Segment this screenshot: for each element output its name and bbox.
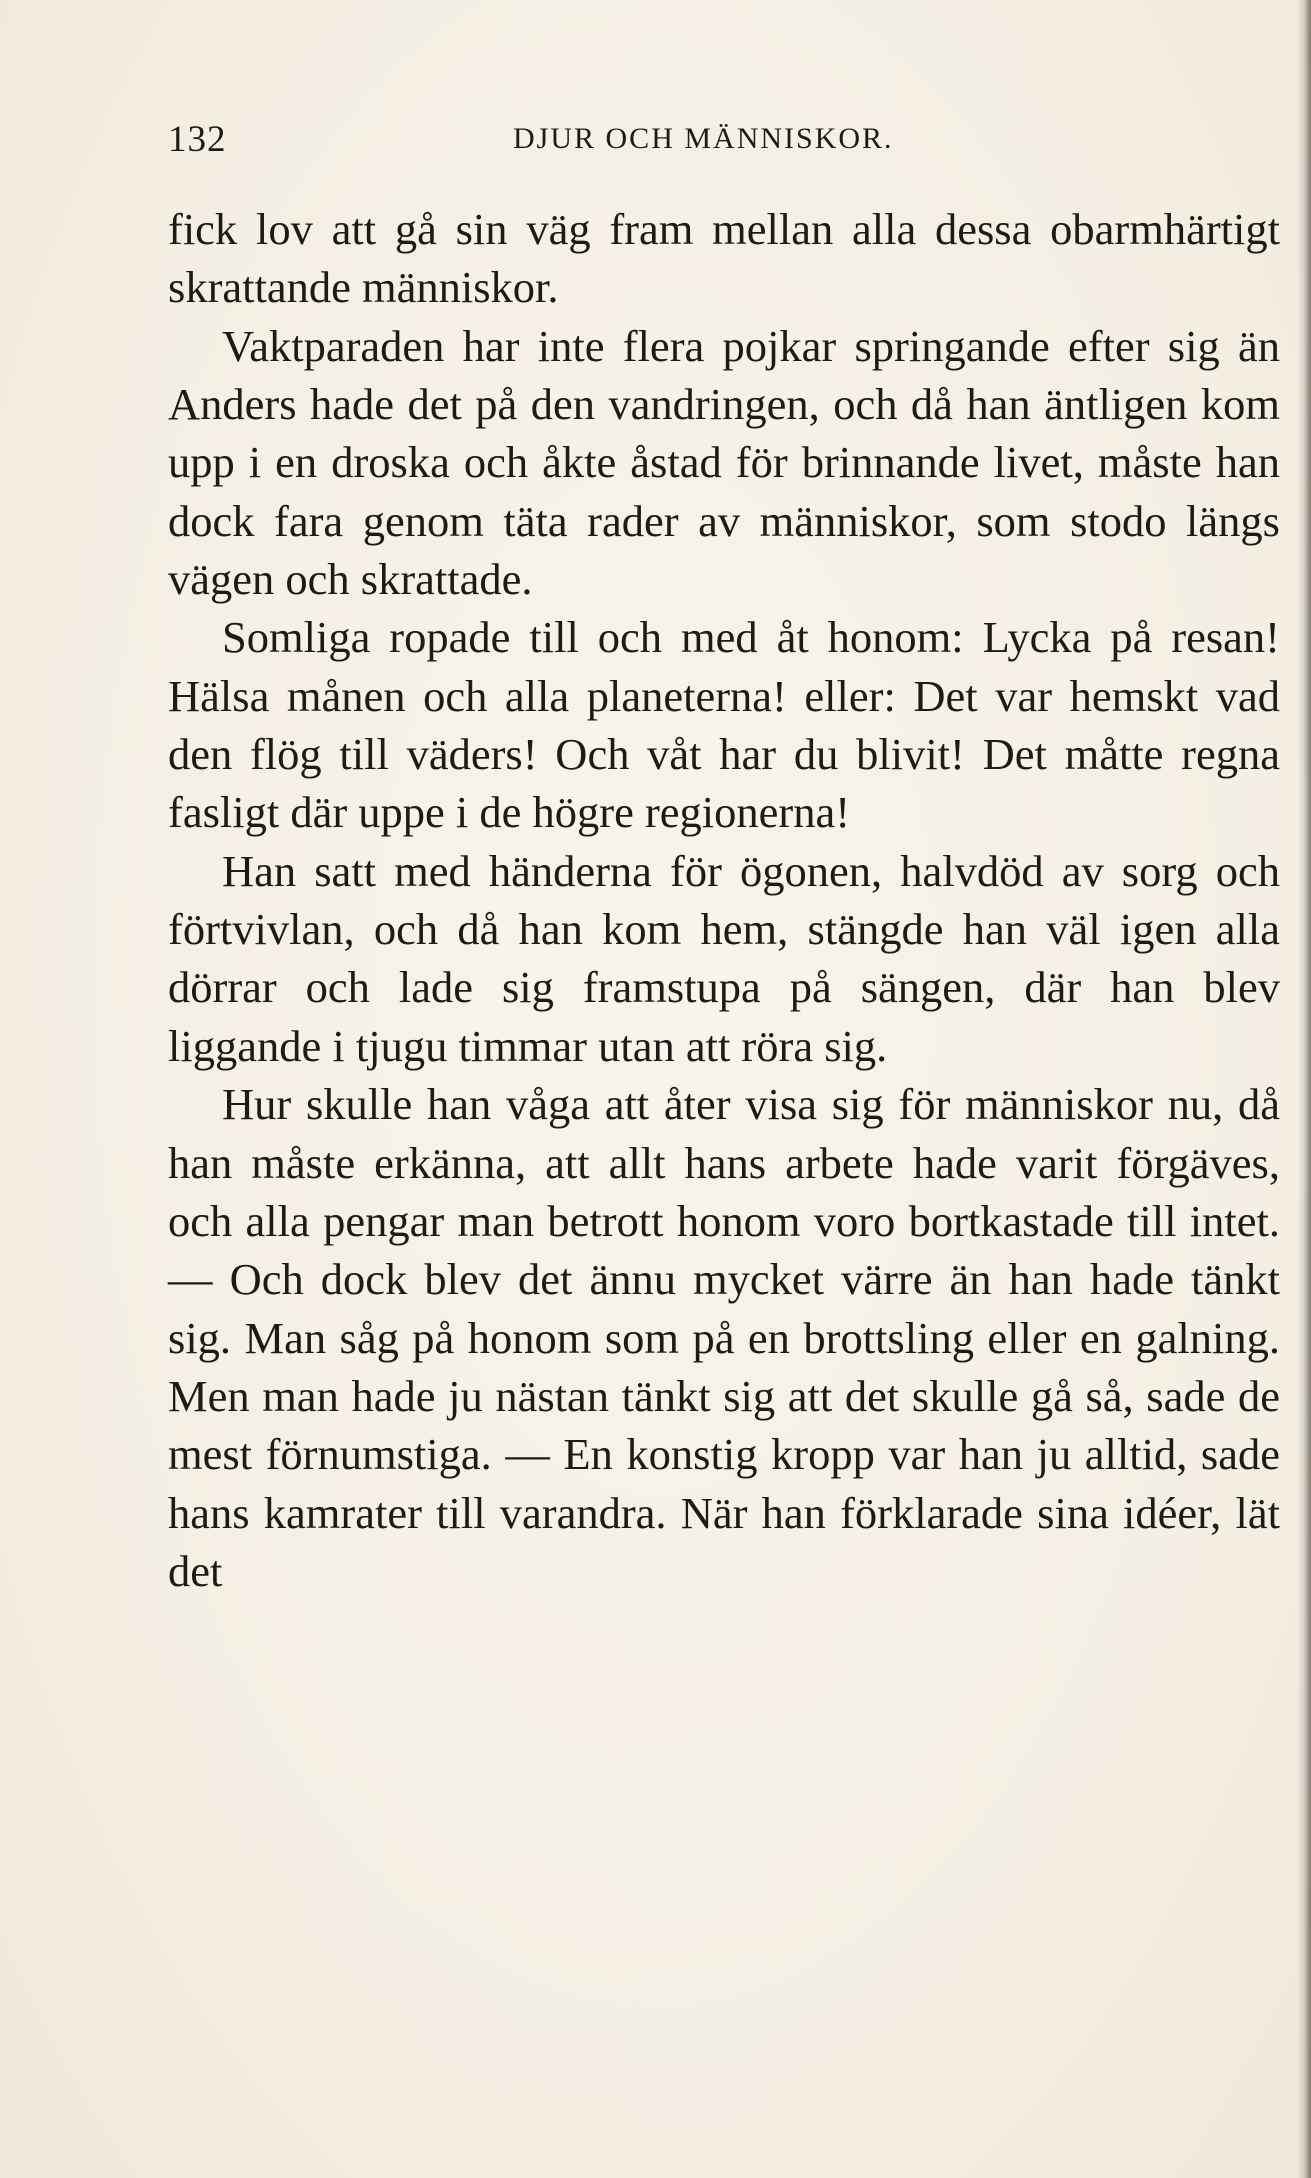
paragraph-1: fick lov att gå sin väg fram mellan alla dessa obarmhärtigt skrattande människor. [168,204,1280,313]
page-number: 132 [168,119,227,160]
paragraph-4: Han satt med händerna för ögonen, halvdöd av sorg och förtvivlan, och då han kom hem, stängde han väl igen alla dörrar och lade sig framstupa på sängen, där han blev liggande i tjugu timmar utan att röra sig. [168,845,1280,1071]
page-edge-shadow [1297,0,1311,2178]
body-text [168,200,1280,1600]
running-head [168,118,1280,168]
paragraph-5: Hur skulle han våga att åter visa sig för människor nu, då han måste erkänna, att allt hans arbete hade varit förgäves, och alla pengar man betrott honom voro bortkastade till intet. — Och dock blev det ännu mycket värre än han hade tänkt sig. Man såg på honom som på en brottsling eller en galning. Men man hade ju nästan tänkt sig att det skulle gå så, sade de mest förnumstiga. — En konstig kropp var han ju alltid, sade hans kamrater till varandra. När han förklarade sina idéer, lät det [168,1079,1280,1596]
paragraph-3: Somliga ropade till och med åt honom: Lycka på resan! Hälsa månen och alla planeterna! eller: Det var hemskt vad den flög till väders! Och våt har du blivit! Det måtte regna fasligt där uppe i de högre regionerna! [168,612,1280,838]
running-title: DJUR OCH MÄNNISKOR. [513,122,894,155]
paragraph-2: Vaktparaden har inte flera pojkar springande efter sig än Anders hade det på den vandringen, och då han äntligen kom upp i en droska och åkte åstad för brinnande livet, måste han dock fara genom täta rader av människor, som stodo längs vägen och skrattade. [168,320,1280,605]
